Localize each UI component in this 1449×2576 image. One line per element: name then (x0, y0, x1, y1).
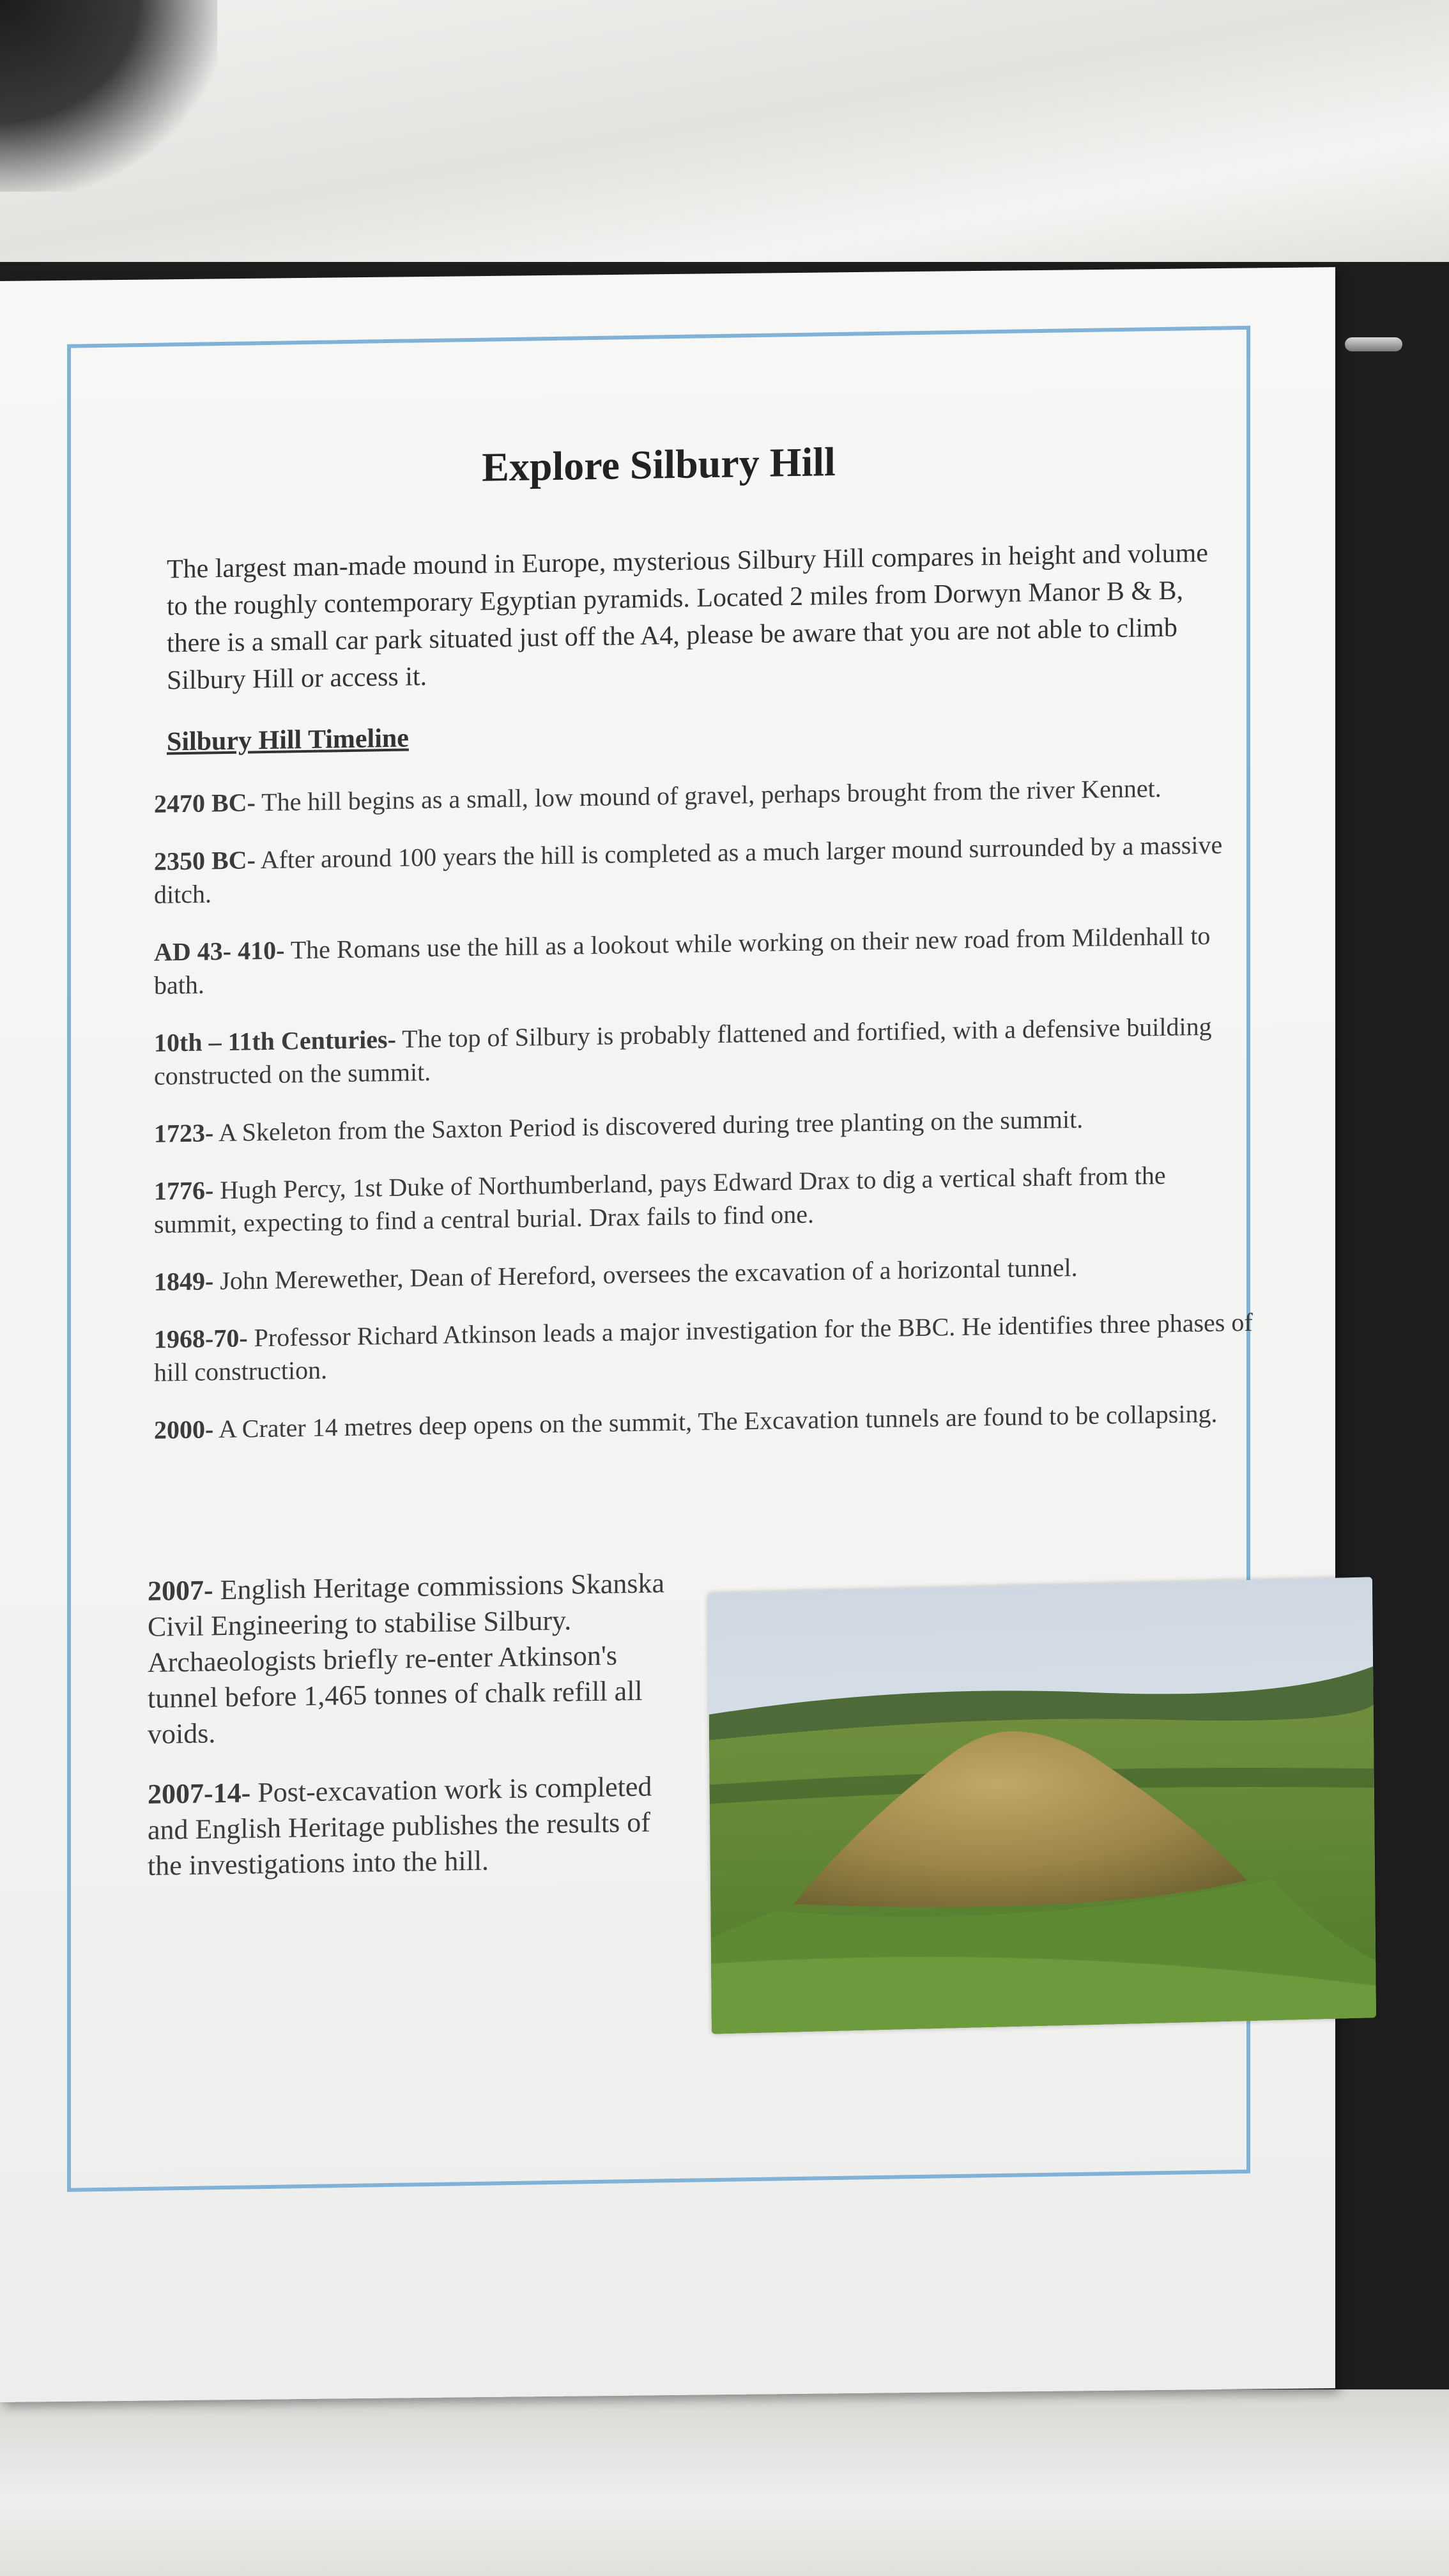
entry-date: 1776- (154, 1176, 214, 1206)
entry-date: 1968-70- (154, 1323, 248, 1354)
entry-date: 2350 BC- (154, 845, 256, 876)
entry-text: English Heritage commissions Skanska Civil Engineering to stabilise Silbury. Archaeologists briefly re-enter Atkinson's tunnel before 1,465 tonnes of chalk refill all voids. (148, 1567, 665, 1750)
timeline-entry (154, 1158, 1253, 1241)
timeline-heading: Silbury Hill Timeline (167, 723, 409, 757)
timeline-entry (154, 1397, 1253, 1447)
entry-text: Hugh Percy, 1st Duke of Northumberland, pays Edward Drax to dig a vertical shaft from the summit, expecting to find a central burial. Drax fails to find one. (154, 1160, 1166, 1239)
entry-text: After around 100 years the hill is completed as a much larger mound surrounded by a massive ditch. (154, 830, 1223, 909)
timeline-list (154, 770, 1253, 1471)
entry-date: 2007-14- (148, 1777, 251, 1810)
entry-date: AD 43- 410- (154, 935, 285, 967)
binder-ring (1345, 337, 1402, 351)
silbury-hill-photo (708, 1577, 1376, 2034)
timeline-list-bottom (148, 1565, 697, 1908)
document-sheet (0, 267, 1335, 2402)
corner-shadow (0, 0, 217, 192)
timeline-entry (154, 1100, 1253, 1151)
entry-text: A Skeleton from the Saxton Period is discovered during tree planting on the summit. (213, 1104, 1084, 1147)
timeline-entry (148, 1565, 671, 1752)
entry-text: The Romans use the hill as a lookout while working on their new road from Mildenhall to bath. (154, 921, 1211, 1000)
entry-date: 1723- (154, 1118, 214, 1148)
timeline-entry (154, 770, 1253, 821)
bedsheet-bottom (0, 2389, 1449, 2576)
intro-paragraph: The largest man-made mound in Europe, mysterious Silbury Hill compares in height and volume to the roughly contemporary Egyptian pyramids. Located 2 miles from Dorwyn Manor B & B, there is a small car park situated just off the A4, please be aware that you are not able to climb Silbury Hill or access it. (167, 538, 1208, 696)
timeline-entry (154, 1306, 1253, 1390)
entry-text: A Crater 14 metres deep opens on the summit, The Excavation tunnels are found to be collapsing. (213, 1399, 1218, 1444)
timeline-entry (154, 919, 1253, 1002)
timeline-entry (154, 1009, 1253, 1093)
entry-text: Post-excavation work is completed and English Heritage publishes the results of the investigations into the hill. (148, 1770, 652, 1882)
entry-date: 10th – 11th Centuries- (154, 1024, 396, 1057)
entry-text: The top of Silbury is probably flattened and fortified, with a defensive building constructed on the summit. (154, 1011, 1212, 1091)
entry-text: John Merewether, Dean of Hereford, oversees the excavation of a horizontal tunnel. (213, 1253, 1078, 1296)
entry-date: 2007- (148, 1574, 213, 1607)
entry-date: 2470 BC- (154, 788, 256, 818)
timeline-entry (148, 1768, 671, 1884)
page-title: Explore Silbury Hill (482, 439, 836, 490)
bedsheet-background (0, 0, 1449, 300)
entry-date: 2000- (154, 1414, 214, 1445)
timeline-entry (154, 828, 1253, 912)
entry-date: 1849- (154, 1266, 214, 1296)
timeline-entry (154, 1248, 1253, 1299)
blue-border-frame (67, 326, 1253, 2192)
photo-illustration (708, 1577, 1376, 2034)
entry-text: Professor Richard Atkinson leads a major investigation for the BBC. He identifies three phases of hill construction. (154, 1307, 1253, 1387)
entry-text: The hill begins as a small, low mound of gravel, perhaps brought from the river Kennet. (255, 773, 1162, 817)
